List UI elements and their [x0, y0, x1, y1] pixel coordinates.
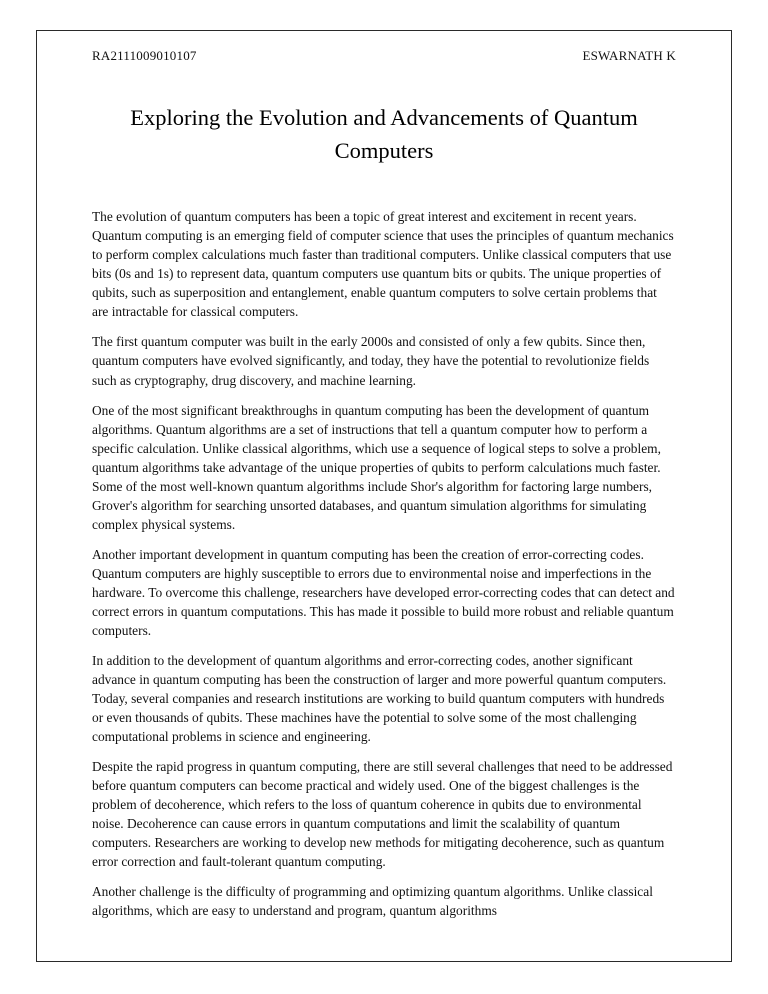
body-paragraph: Another challenge is the difficulty of programming and optimizing quantum algorithms. Unlike classical algorithms, which are easy to understand and program, quantum algorithms [92, 884, 653, 919]
body-paragraph: One of the most significant breakthroughs in quantum computing has been the development of quantum algorithms. Quantum algorithms are a set of instructions that tell a quantum computer how to perform a specific calculation. Unlike classical algorithms, which use a sequence of logical steps to solve a problem, quantum algorithms take advantage of the unique properties of qubits to perform calculations much faster. Some of the most well-known quantum algorithms include Shor's algorithm for factoring large numbers, Grover's algorithm for searching unsorted databases, and quantum simulation algorithms for simulating complex physical systems. [92, 402, 661, 532]
author-name: ESWARNATH K [582, 48, 676, 63]
page-content [92, 48, 676, 931]
document-body [92, 207, 676, 920]
body-paragraph: Despite the rapid progress in quantum computing, there are still several challenges that need to be addressed before quantum computers can become practical and widely used. One of the biggest challenges is the problem of decoherence, which refers to the loss of quantum coherence in qubits due to environmental noise. Decoherence can cause errors in quantum computations and limit the scalability of quantum computers. Researchers are working to develop new methods for mitigating decoherence, such as quantum error correction and fault-tolerant quantum computing. [92, 759, 673, 870]
document-header [92, 48, 676, 64]
document-title: Exploring the Evolution and Advancements of Quantum Computers [130, 105, 638, 163]
registration-number: RA2111009010107 [92, 48, 197, 63]
body-paragraph: The first quantum computer was built in the early 2000s and consisted of only a few qubits. Since then, quantum computers have evolved significantly, and today, they have the potential to revolutionize fields such as cryptography, drug discovery, and machine learning. [92, 334, 650, 388]
body-paragraph: In addition to the development of quantum algorithms and error-correcting codes, another significant advance in quantum computing has been the construction of larger and more powerful quantum computers. Today, several companies and research institutions are working to build quantum computers with hundreds or even thousands of qubits. These machines have the potential to solve some of the most challenging computational problems in science and engineering. [92, 652, 667, 745]
body-paragraph: Another important development in quantum computing has been the creation of error-correcting codes. Quantum computers are highly susceptible to errors due to environmental noise and imperfections in the hardware. To overcome this challenge, researchers have developed error-correcting codes that can detect and correct errors in quantum computations. This has made it possible to build more robust and reliable quantum computers. [92, 546, 675, 638]
body-paragraph: The evolution of quantum computers has been a topic of great interest and excitement in recent years. Quantum computing is an emerging field of computer science that uses the principles of quantum mechanics to perform complex calculations much faster than traditional computers. Unlike classical computers that use bits (0s and 1s) to represent data, quantum computers use quantum bits or qubits. The unique properties of qubits, such as superposition and entanglement, enable quantum computers to solve certain problems that are intractable for classical computers. [92, 209, 674, 320]
